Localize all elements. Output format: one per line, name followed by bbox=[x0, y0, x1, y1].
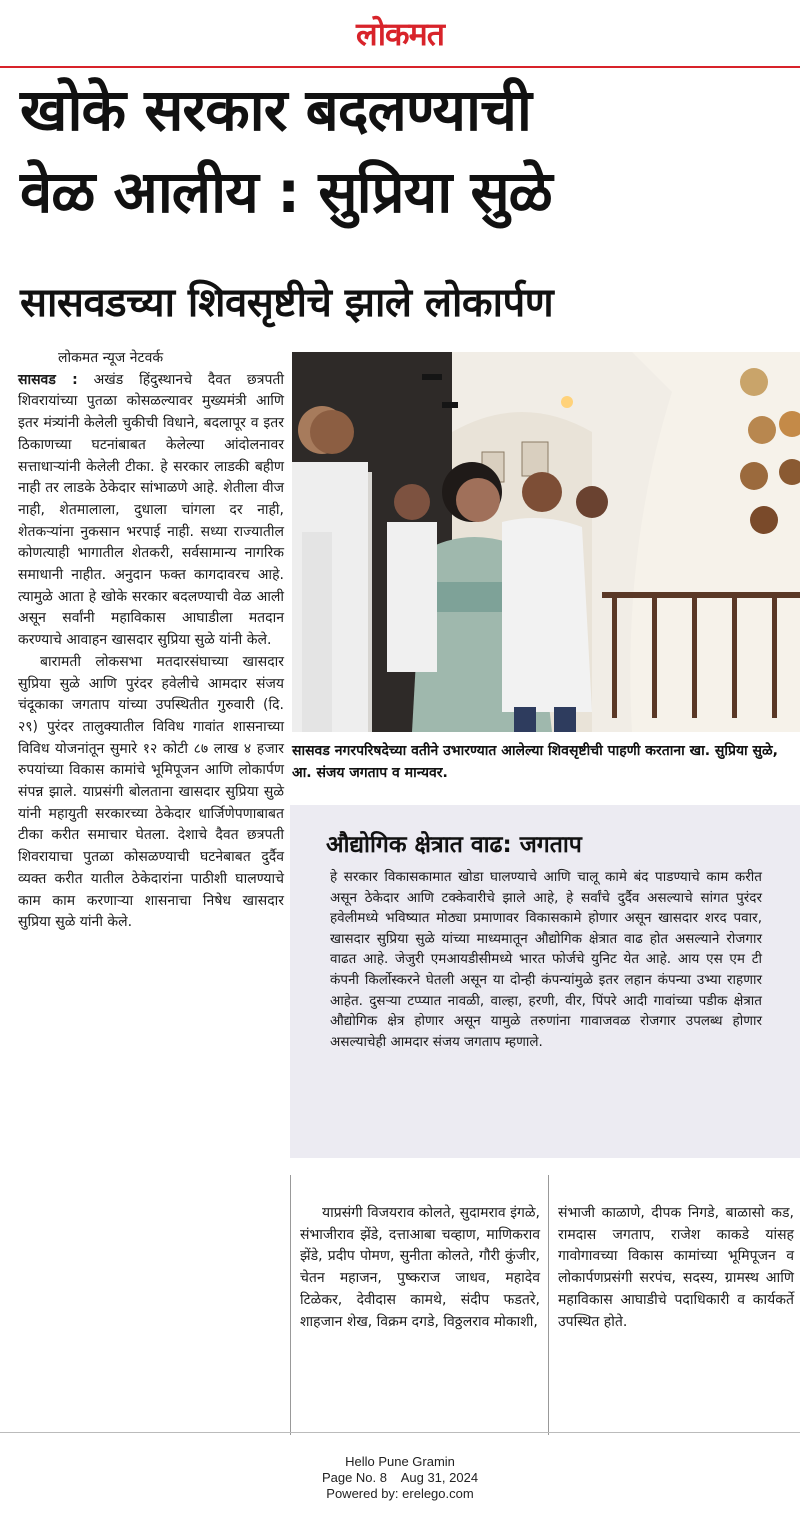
column-divider bbox=[290, 1175, 291, 1435]
sidebar-box bbox=[290, 805, 800, 1158]
byline: लोकमत न्यूज नेटवर्क bbox=[58, 350, 164, 366]
masthead bbox=[0, 0, 800, 68]
article-paragraph-3: याप्रसंगी विजयराव कोलते, सुदामराव इंगळे, संभाजीराव झेंडे, दत्ताआबा चव्हाण, माणिकराव झेंडे, प्रदीप पोमण, सुनीता कोलते, गौरी कुंजीर, चेतन महाजन, पुष्कराज जाधव, महादेव टिळेकर, देवीदास कामथे, संदीप फडतरे, शाहजान शेख, विक्रम दगडे, विठ्ठलराव मोकाशी, bbox=[300, 1205, 540, 1330]
footer-powered-by: Powered by: erelego.com bbox=[326, 1486, 474, 1501]
photo-illustration bbox=[292, 352, 800, 732]
article-middle-column bbox=[300, 1203, 540, 1333]
column-divider bbox=[548, 1175, 549, 1435]
photo-caption: सासवड नगरपरिषदेच्या वतीने उभारण्यात आलेल्या शिवसृष्टीची पाहणी करताना खा. सुप्रिया सुळे, आ. संजय जगताप व मान्यवर. bbox=[292, 743, 778, 781]
footer-edition: Hello Pune Gramin bbox=[345, 1454, 455, 1469]
article-paragraph-2: बारामती लोकसभा मतदारसंघाच्या खासदार सुप्रिया सुळे आणि पुरंदर हवेलीचे आमदार संजय चंदूकाका जगताप यांच्या उपस्थितीत गुरुवारी (दि. २९) पुरंदर तालुक्यातील विविध गावांत शासनाच्या विविध योजनांतून सुमारे १२ कोटी ८७ लाख ४ हजार रुपयांच्या विकास कामांचे भूमिपूजन आणि लोकार्पण संपन्न झाले. याप्रसंगी बोलताना खासदार सुप्रिया सुळे यांनी महायुती सरकारच्या ठेकेदार धार्जिणेपणाबाबत टीका करीत समाचार घेतला. देशाचे दैवत छत्रपती शिवरायाचा पुतळा कोसळण्याची घटनेबाबत दुर्दैव व्यक्त करीत यातील ठेकेदारांना पाठीशी घालण्याचे काम काम करणाऱ्या शासनाचा निषेध खासदार सुप्रिया सुळे यांनी केले. bbox=[18, 653, 284, 931]
article-paragraph-1 bbox=[18, 370, 284, 652]
article-paragraph-4: संभाजी काळाणे, दीपक निगडे, बाळासो कड, रामदास जगताप, राजेश काकडे यांसह गावोगावच्या विकास कामांच्या भूमिपूजन व लोकार्पणप्रसंगी सरपंच, सदस्य, ग्रामस्थ आणि महाविकास आघाडीचे पदाधिकारी व कार्यकर्ते उपस्थित होते. bbox=[558, 1205, 794, 1330]
footer bbox=[0, 1454, 800, 1502]
newspaper-logo: लोकमत bbox=[356, 15, 444, 53]
article-right-column bbox=[558, 1203, 794, 1333]
masthead-rule bbox=[0, 66, 800, 68]
headline-line-1: खोके सरकार बदलण्याची bbox=[20, 76, 531, 144]
sidebar-heading: औद्योगिक क्षेत्रात वाढ: जगताप bbox=[326, 832, 582, 858]
footer-page-date: Page No. 8 Aug 31, 2024 bbox=[321, 1470, 479, 1485]
footer-divider bbox=[0, 1432, 800, 1433]
subheadline: सासवडच्या शिवसृष्टीचे झाले लोकार्पण bbox=[20, 280, 554, 326]
sidebar-body: हे सरकार विकासकामात खोडा घालण्याचे आणि चालू कामे बंद पाडण्याचे काम करीत असून ठेकेदार आणि टक्केवारीचे झाले आहे, हे सर्वांचे दुर्दैव असल्याचे सांगत पुरंदर हवेलीमध्ये भविष्यात मोठ्या प्रमाणावर विकासकामे होणार असून खासदार शरद पवार, खासदार सुप्रिया सुळे यांच्या माध्यमातून औद्योगिक क्षेत्रात वाढ होत असल्याने रोजगार वाढत आहे. जेजुरी एमआयडीसीमध्ये भारत फोर्जचे युनिट येत आहे. आय एस एम टी कंपनी किर्लोस्करने घेतली असून या दोन्ही कंपन्यांमुळे इतर लहान कंपन्या उभ्या राहणार आहेत. दुसऱ्या टप्प्यात नावळी, वाल्हा, हरणी, वीर, पिंपरे आदी गावांच्या पडीक क्षेत्रात औद्योगिक क्षेत्र होणार असून यामुळे तरुणांना गावाजवळ रोजगार उपलब्ध होणार असल्याचेही आमदार संजय जगताप म्हणाले. bbox=[330, 869, 762, 1050]
article-left-column bbox=[18, 348, 284, 934]
headline-line-2: वेळ आलीय : सुप्रिया सुळे bbox=[20, 158, 552, 226]
dateline-place: सासवड : bbox=[18, 371, 78, 388]
news-photo bbox=[292, 352, 800, 732]
paragraph-1-text: अखंड हिंदुस्थानचे दैवत छत्रपती शिवरायांच्या पुतळा कोसळल्यावर मुख्यमंत्री आणि इतर मंत्र्यांनी केलेली चुकीची विधाने, बदलापूर व इतर ठिकाणच्या घटनांबाबत केलेल्या आंदोलनावर सत्ताधाऱ्यांनी केलेली टीका. हे सरकार लाडकी बहीण नाही तर लाडके ठेकेदार सांभाळणे आहे. शेतीला वीज नाही, शेतमालाला, दुधाला चांगला दर नाही, शेतकऱ्यांना नुकसान भरपाई नाही. सध्या राज्यातील कोणत्याही भागातील शेतकरी, सर्वसामान्य नागरिक समाधानी नाहीत. अनुदान फक्त कागदावरच आहे. त्यामुळे आता हे खोके सरकार बदलण्याची वेळ आली असून सर्वांनी महाविकास आघाडीला मतदान करण्याचे आवाहन खासदार सुप्रिया सुळे यांनी केले. bbox=[18, 371, 284, 649]
